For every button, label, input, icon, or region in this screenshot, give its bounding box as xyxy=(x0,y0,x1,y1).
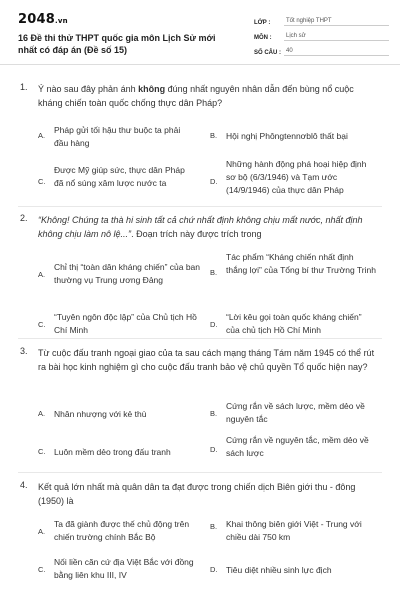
question-number: 3. xyxy=(20,346,28,356)
option-text: Ta đã giành được thế chủ động trên chiến trường chính Bắc Bộ xyxy=(54,519,190,542)
option-text: Cứng rắn về nguyên tắc, mềm dẻo về sách lược xyxy=(226,435,369,458)
option-text: Cứng rắn về sách lược, mềm dẻo về nguyên tắc xyxy=(226,401,365,424)
meta-row-grade xyxy=(254,13,389,26)
option-letter: C. xyxy=(38,177,46,186)
option-letter: A. xyxy=(38,131,46,140)
meta-value: Tốt nghiệp THPT xyxy=(284,18,389,26)
option-letter: D. xyxy=(210,565,218,574)
option-letter: B. xyxy=(210,131,218,140)
question-divider xyxy=(18,338,382,339)
meta-value: Lịch sử xyxy=(284,33,389,41)
option-text: Khai thông biên giới Việt - Trung với chiều dài 750 km xyxy=(226,519,362,542)
meta-label: LỚP : xyxy=(254,20,271,26)
option-letter: D. xyxy=(210,320,218,329)
question-text: Kết quả lớn nhất mà quân dân ta đạt được trong chiến dịch Biên giới thu - đông (1950) là xyxy=(38,482,356,506)
question-text-part: Ý nào sau đây phản ánh xyxy=(38,84,139,94)
option-letter: A. xyxy=(38,527,46,536)
option-text: Được Mỹ giúp sức, thực dân Pháp đã nổ súng xâm lược nước ta xyxy=(54,165,185,188)
meta-row-subject xyxy=(254,28,389,41)
option-text: Những hành động phá hoại hiệp định sơ bộ (6/3/1946) và Tạm ước (14/9/1946) của thực dân Pháp xyxy=(226,159,367,195)
option-text: “Tuyên ngôn độc lập” của Chủ tịch Hồ Chí Minh xyxy=(54,312,197,335)
meta-label: MÔN : xyxy=(254,35,272,41)
question-text-part: đúng nhất nguyên nhân dẫn đến bùng nổ cuộc kháng chiến toàn quốc chống thực dân Pháp? xyxy=(38,84,354,108)
option-letter: B. xyxy=(210,409,218,418)
page-header xyxy=(0,0,400,65)
question-divider xyxy=(18,206,382,207)
option-letter: A. xyxy=(38,270,46,279)
option-letter: C. xyxy=(38,320,46,329)
option-text: “Lời kêu gọi toàn quốc kháng chiến” của chủ tịch Hồ Chí Minh xyxy=(226,312,362,335)
option-text: Pháp gửi tối hậu thư buộc ta phải đầu hàng xyxy=(54,125,181,148)
question-text xyxy=(38,82,378,110)
question-number: 1. xyxy=(20,82,28,92)
option-letter: C. xyxy=(38,565,46,574)
question-text: Từ cuộc đấu tranh ngoại giao của ta sau cách mạng tháng Tám năm 1945 có thể rút ra bài học kinh nghiệm gì cho cuộc đấu tranh bảo vệ chủ quyền Tổ quốc hiện nay? xyxy=(38,348,375,372)
option-text: Luôn mềm dẻo trong đấu tranh xyxy=(54,447,171,457)
meta-row-count xyxy=(254,43,389,56)
option-letter: B. xyxy=(210,268,218,277)
option-letter: D. xyxy=(210,445,218,454)
question-number: 4. xyxy=(20,480,28,490)
option-letter: C. xyxy=(38,447,46,456)
option-text: Chỉ thị “toàn dân kháng chiến” của ban thường vụ Trung ương Đảng xyxy=(54,262,201,285)
meta-label: SỐ CÂU : xyxy=(254,50,281,56)
exam-meta xyxy=(254,13,389,58)
option-text: Tiêu diệt nhiều sinh lực địch xyxy=(226,565,332,575)
question-quote: “Không! Chúng ta thà hi sinh tất cả chứ nhất định không chịu mất nước, nhất định không chịu làm nô lệ...” xyxy=(38,215,363,239)
document-title: 16 Đề thi thử THPT quốc gia môn Lịch Sử mới nhất có đáp án (Đề số 15) xyxy=(18,33,216,55)
option-letter: A. xyxy=(38,409,46,418)
option-text: Nối liền căn cứ địa Việt Bắc với đồng bằng liên khu III, IV xyxy=(54,557,194,580)
logo-sub: .vn xyxy=(54,17,68,25)
question-text xyxy=(38,213,378,241)
option-text: Nhân nhượng với kẻ thù xyxy=(54,409,147,419)
question-text-emphasis: không xyxy=(138,84,166,94)
question-divider xyxy=(18,472,382,473)
site-logo[interactable] xyxy=(18,12,68,27)
question-text-part: . Đoạn trích này được trích trong xyxy=(131,229,262,239)
logo-main: 2048 xyxy=(18,12,55,27)
option-text: Tác phẩm “Kháng chiến nhất định thắng lợi” của Tổng bí thư Trường Trinh xyxy=(226,252,376,275)
meta-value: 40 xyxy=(284,48,389,56)
option-letter: B. xyxy=(210,522,218,531)
option-text: Hội nghị Phôngtennơblô thất bại xyxy=(226,131,348,141)
question-number: 2. xyxy=(20,213,28,223)
option-letter: D. xyxy=(210,177,218,186)
